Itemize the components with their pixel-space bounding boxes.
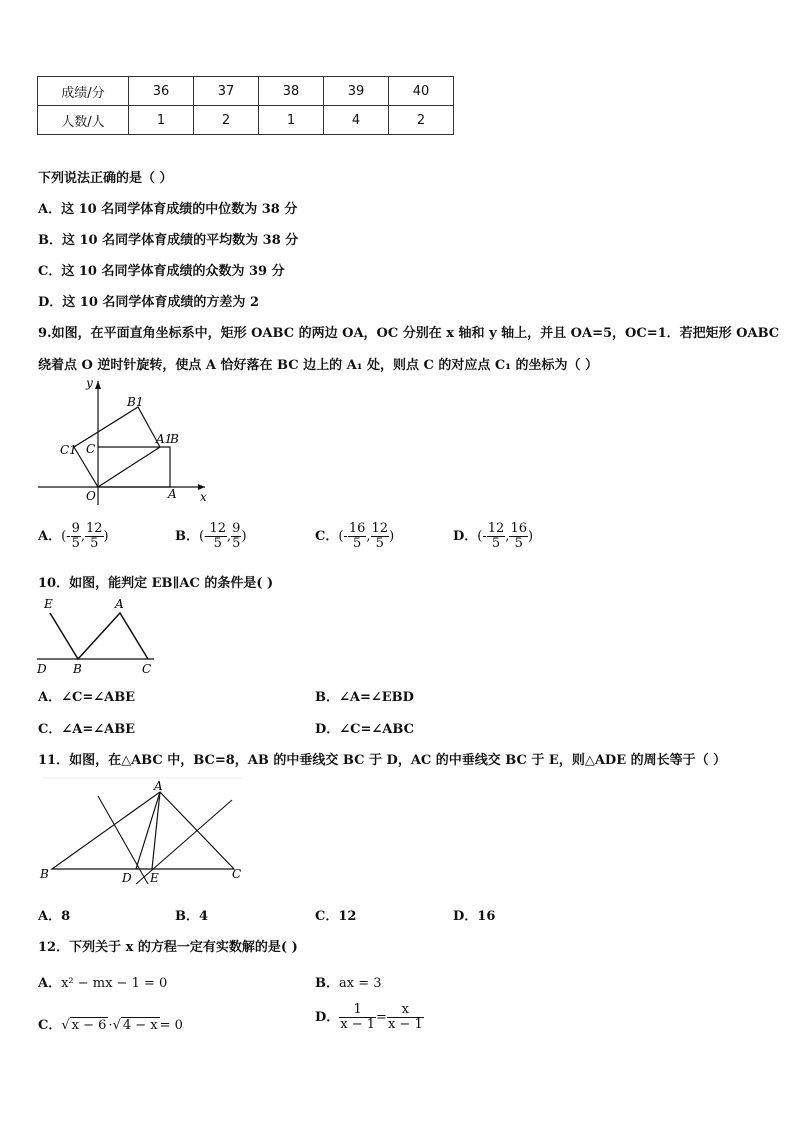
q12-option-d: D． $\frac{1}{x - 1}$ = $\frac{x}{x - 1}$ (315, 1002, 423, 1032)
table-row (38, 106, 454, 135)
label-b1: B1 (127, 395, 144, 409)
table-cell: 40 (389, 77, 454, 106)
label-a: A (115, 597, 124, 611)
table-cell: 37 (194, 77, 259, 106)
label-c: C (232, 867, 242, 881)
q10-option-c: C．∠A=∠ABE (38, 722, 136, 737)
table-cell: 2 (194, 106, 259, 135)
q10-option-b: B．∠A=∠EBD (315, 690, 414, 705)
label-a: A (168, 487, 177, 501)
table-header-score: 成绩/分 (38, 77, 129, 106)
label-b: B (40, 867, 49, 881)
label-a: A (154, 779, 163, 793)
table-header-count: 人数/人 (38, 106, 129, 135)
q10-stem: 10．如图，能判定 EB∥AC 的条件是( ) (38, 576, 274, 591)
q9-option-c: C．(- $\frac{16}{5}$ , $\frac{12}{5}$ ) (315, 521, 395, 551)
label-o: O (86, 489, 96, 503)
label-c: C (142, 662, 152, 676)
label-y: y (86, 376, 93, 390)
q10-option-a: A．∠C=∠ABE (38, 690, 136, 705)
q8-option-b: B．这 10 名同学体育成绩的平均数为 38 分 (38, 233, 299, 248)
label-d: D (37, 662, 47, 676)
label-x: x (200, 490, 207, 504)
q12-option-b: B．ax = 3 (315, 976, 382, 991)
q12-option-c: C．√ x − 6 ·√ 4 − x = 0 (38, 1018, 183, 1033)
label-b: B (73, 662, 82, 676)
q12-stem: 12．下列关于 x 的方程一定有实数解的是( ) (38, 940, 298, 955)
triangle-abc (52, 792, 234, 869)
table-cell: 38 (259, 77, 324, 106)
rectangle-oabc (98, 447, 170, 487)
q10-figure (32, 595, 162, 680)
y-axis-arrow (95, 381, 101, 389)
q9-option-d: D．(- $\frac{12}{5}$ , $\frac{16}{5}$ ) (453, 521, 534, 551)
q12-option-a: A．x² − mx − 1 = 0 (38, 976, 168, 991)
q11-option-b: B．4 (175, 909, 209, 924)
label-e: E (44, 597, 53, 611)
q11-stem: 11．如图，在△ABC 中，BC=8，AB 的中垂线交 BC 于 D，AC 的中垂线交 BC 于 E，则△ADE 的周长等于（ ） (38, 753, 727, 768)
table-cell: 1 (259, 106, 324, 135)
q9-option-a: A．(- $\frac{9}{5}$ , $\frac{12}{5}$ ) (38, 521, 109, 551)
q10-option-d: D．∠C=∠ABC (315, 722, 414, 737)
q9-stem-line2: 绕着点 O 逆时针旋转，使点 A 恰好落在 BC 边上的 A₁ 处，则点 C 的对应点 C₁ 的坐标为（ ） (38, 358, 598, 373)
label-c1: C1 (60, 443, 77, 457)
q9-option-b: B．(- $\frac{12}{5}$ , $\frac{9}{5}$ ) (175, 521, 247, 551)
lines-eb-ba-ac (50, 613, 148, 659)
table-cell: 36 (129, 77, 194, 106)
q11-option-a: A．8 (38, 909, 71, 924)
label-a1: A1 (156, 432, 173, 446)
label-c: C (86, 442, 96, 456)
score-table (37, 76, 454, 135)
q9-stem-line1: 9.如图，在平面直角坐标系中，矩形 OABC 的两边 OA，OC 分别在 x 轴和 y 轴上，并且 OA=5，OC=1．若把矩形 OABC (38, 326, 780, 341)
q8-option-a: A．这 10 名同学体育成绩的中位数为 38 分 (38, 202, 298, 217)
q8-stem: 下列说法正确的是（ ） (38, 171, 173, 186)
table-cell: 4 (324, 106, 389, 135)
table-cell: 2 (389, 106, 454, 135)
table-cell: 39 (324, 77, 389, 106)
q11-option-c: C．12 (315, 909, 357, 924)
q8-option-c: C．这 10 名同学体育成绩的众数为 39 分 (38, 264, 285, 279)
q11-figure (36, 776, 242, 888)
label-b: B (170, 432, 179, 446)
q11-option-d: D．16 (453, 909, 496, 924)
label-d: D (122, 871, 132, 885)
table-cell: 1 (129, 106, 194, 135)
q9-figure (30, 375, 220, 515)
table-row (38, 77, 454, 106)
label-e: E (150, 871, 159, 885)
q8-option-d: D．这 10 名同学体育成绩的方差为 2 (38, 295, 259, 310)
